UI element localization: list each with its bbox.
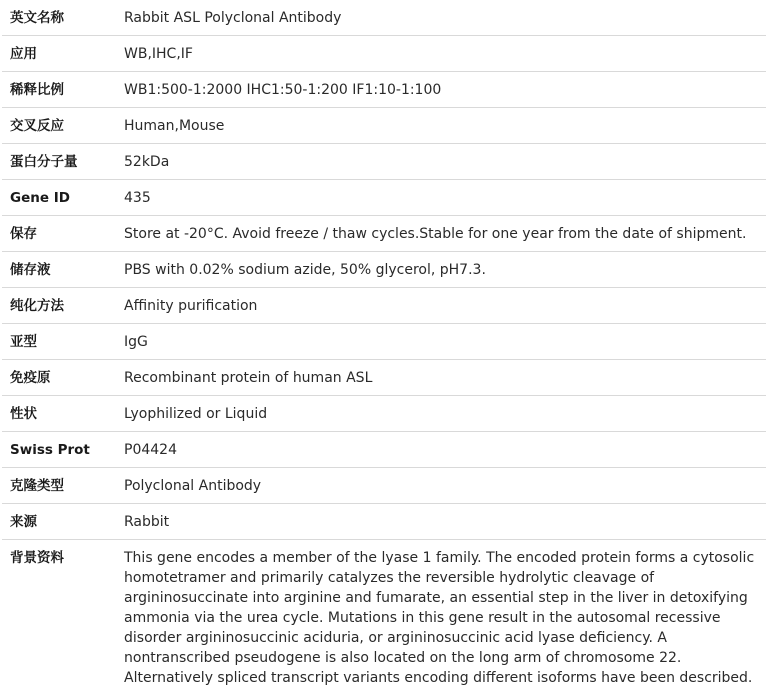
spec-row-dilution bbox=[2, 72, 766, 108]
spec-row-swiss-prot bbox=[2, 432, 766, 468]
spec-label: 背景资料 bbox=[2, 540, 116, 692]
spec-label: 性状 bbox=[2, 396, 116, 432]
spec-label: 储存液 bbox=[2, 252, 116, 288]
product-spec-table bbox=[2, 0, 766, 692]
spec-label: 纯化方法 bbox=[2, 288, 116, 324]
spec-row-storage-buffer bbox=[2, 252, 766, 288]
spec-row-application bbox=[2, 36, 766, 72]
spec-value: Lyophilized or Liquid bbox=[116, 396, 766, 432]
spec-value: Recombinant protein of human ASL bbox=[116, 360, 766, 396]
spec-row-gene-id bbox=[2, 180, 766, 216]
spec-row-host bbox=[2, 504, 766, 540]
spec-label: 保存 bbox=[2, 216, 116, 252]
spec-label: 应用 bbox=[2, 36, 116, 72]
spec-row-storage bbox=[2, 216, 766, 252]
spec-value: Human,Mouse bbox=[116, 108, 766, 144]
spec-value: Affinity purification bbox=[116, 288, 766, 324]
spec-row-purification bbox=[2, 288, 766, 324]
spec-row-clonality bbox=[2, 468, 766, 504]
spec-value: IgG bbox=[116, 324, 766, 360]
spec-label: 蛋白分子量 bbox=[2, 144, 116, 180]
spec-label: 来源 bbox=[2, 504, 116, 540]
spec-row-isotype bbox=[2, 324, 766, 360]
spec-value: 435 bbox=[116, 180, 766, 216]
spec-row-molecular-weight bbox=[2, 144, 766, 180]
spec-value: P04424 bbox=[116, 432, 766, 468]
spec-row-background bbox=[2, 540, 766, 692]
spec-row-form bbox=[2, 396, 766, 432]
spec-value: WB1:500-1:2000 IHC1:50-1:200 IF1:10-1:100 bbox=[116, 72, 766, 108]
spec-row-english-name bbox=[2, 0, 766, 36]
spec-label: 克隆类型 bbox=[2, 468, 116, 504]
spec-description: This gene encodes a member of the lyase 1 family. The encoded protein forms a cytosolic homotetramer and primarily catalyzes the reversible hydrolytic cleavage of argininosuccinate into arginine and fumarate, an essential step in the liver in detoxifying ammonia via the urea cycle. Mutations in this gene result in the autosomal recessive disorder argininosuccinic aciduria, or argininosuccinic acid lyase deficiency. A nontranscribed pseudogene is also located on the long arm of chromosome 22. Alternatively spliced transcript variants encoding different isoforms have been described. bbox=[116, 540, 766, 692]
spec-label: Swiss Prot bbox=[2, 432, 116, 468]
spec-label: 亚型 bbox=[2, 324, 116, 360]
spec-value: Store at -20°C. Avoid freeze / thaw cycles.Stable for one year from the date of shipment. bbox=[116, 216, 766, 252]
spec-value: Rabbit ASL Polyclonal Antibody bbox=[116, 0, 766, 36]
spec-value: WB,IHC,IF bbox=[116, 36, 766, 72]
spec-row-cross-reactivity bbox=[2, 108, 766, 144]
spec-label: Gene ID bbox=[2, 180, 116, 216]
spec-label: 免疫原 bbox=[2, 360, 116, 396]
spec-row-immunogen bbox=[2, 360, 766, 396]
spec-value: Polyclonal Antibody bbox=[116, 468, 766, 504]
spec-value: Rabbit bbox=[116, 504, 766, 540]
spec-label: 交叉反应 bbox=[2, 108, 116, 144]
spec-value: PBS with 0.02% sodium azide, 50% glycerol, pH7.3. bbox=[116, 252, 766, 288]
spec-label: 英文名称 bbox=[2, 0, 116, 36]
spec-label: 稀释比例 bbox=[2, 72, 116, 108]
spec-value: 52kDa bbox=[116, 144, 766, 180]
